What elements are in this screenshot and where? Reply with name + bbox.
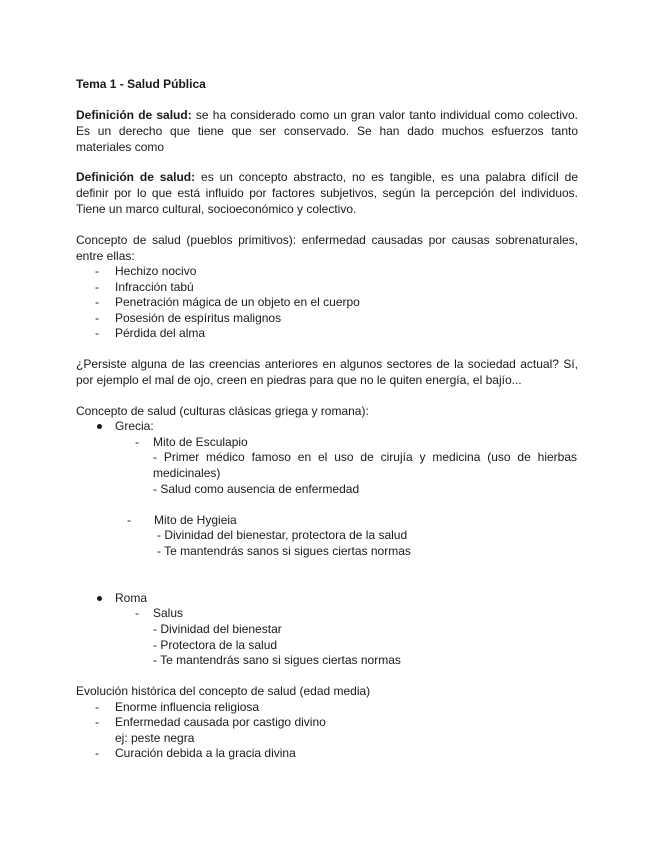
list-item: Hechizo nocivo	[115, 264, 197, 278]
hygieia-label: Mito de Hygieia	[154, 513, 237, 527]
medieval-intro: Evolución histórica del concepto de salud (edad media)	[76, 684, 371, 698]
list-dash: -	[95, 264, 99, 278]
medieval-item-3: Curación debida a la gracia divina	[115, 746, 296, 760]
list-dash: -	[95, 311, 99, 325]
hygieia-line-1: - Divinidad del bienestar, protectora de la salud	[157, 528, 408, 542]
page-title: Tema 1 - Salud Pública	[76, 77, 206, 91]
salus-label: Salus	[153, 606, 184, 620]
list-item: Infracción tabú	[115, 280, 194, 294]
list-dash: -	[95, 280, 99, 294]
medieval-item-2-note: ej: peste negra	[115, 731, 195, 745]
question-paragraph: ¿Persiste alguna de las creencias anteriores en algunos sectores de la sociedad actual? Sí, por ejemplo el mal de ojo, creen en piedras para que no le quiten energía, el bajío...	[76, 357, 578, 387]
esculapio-label: Mito de Esculapio	[153, 435, 248, 449]
list-item: Penetración mágica de un objeto en el cuerpo	[115, 295, 360, 309]
list-item: Pérdida del alma	[115, 326, 206, 340]
classic-intro: Concepto de salud (culturas clásicas griega y romana):	[76, 404, 369, 418]
bullet-dot	[97, 424, 102, 429]
list-dash: -	[127, 513, 131, 527]
definition-text-1: se ha considerado como un gran valor tanto individual como colectivo. Es un derecho que tiene que ser conservado. Se han dado muchos esfuerzos tanto materiales como	[76, 108, 578, 154]
definition-label-2: Definición de salud:	[76, 170, 196, 184]
bullet-dot	[97, 596, 102, 601]
primitive-intro: Concepto de salud (pueblos primitivos): enfermedad causadas por causas sobrenaturales, entre ellas:	[76, 233, 578, 263]
definition-paragraph-1	[76, 107, 578, 155]
esculapio-line-1: - Primer médico famoso en el uso de cirujía y medicina (uso de hierbas medicinales)	[153, 450, 577, 480]
definition-paragraph-2	[76, 169, 578, 217]
definition-label-1: Definición de salud:	[76, 108, 192, 122]
list-dash: -	[95, 746, 99, 760]
list-dash: -	[135, 606, 139, 620]
definition-text-2: es un concepto abstracto, no es tangible, es una palabra difícil de definir por lo que está influido por factores subjetivos, según la percepción del individuos. Tiene un marco cultural, socioeconómico y colectivo.	[76, 170, 578, 216]
medieval-item-2: Enfermedad causada por castigo divino	[115, 715, 326, 729]
hygieia-line-2: - Te mantendrás sanos si sigues ciertas normas	[157, 544, 411, 558]
list-dash: -	[95, 700, 99, 714]
list-dash: -	[95, 715, 99, 729]
medieval-item-1: Enorme influencia religiosa	[115, 700, 260, 714]
salus-line-1: - Divinidad del bienestar	[153, 622, 282, 636]
list-dash: -	[135, 435, 139, 449]
grecia-label: Grecia:	[115, 419, 154, 433]
salus-line-2: - Protectora de la salud	[153, 638, 278, 652]
list-dash: -	[95, 326, 99, 340]
salus-line-3: - Te mantendrás sano si sigues ciertas normas	[153, 653, 401, 667]
list-dash: -	[95, 295, 99, 309]
roma-label: Roma	[115, 591, 148, 605]
esculapio-line-2: - Salud como ausencia de enfermedad	[153, 482, 360, 496]
list-item: Posesión de espíritus malignos	[115, 311, 282, 325]
